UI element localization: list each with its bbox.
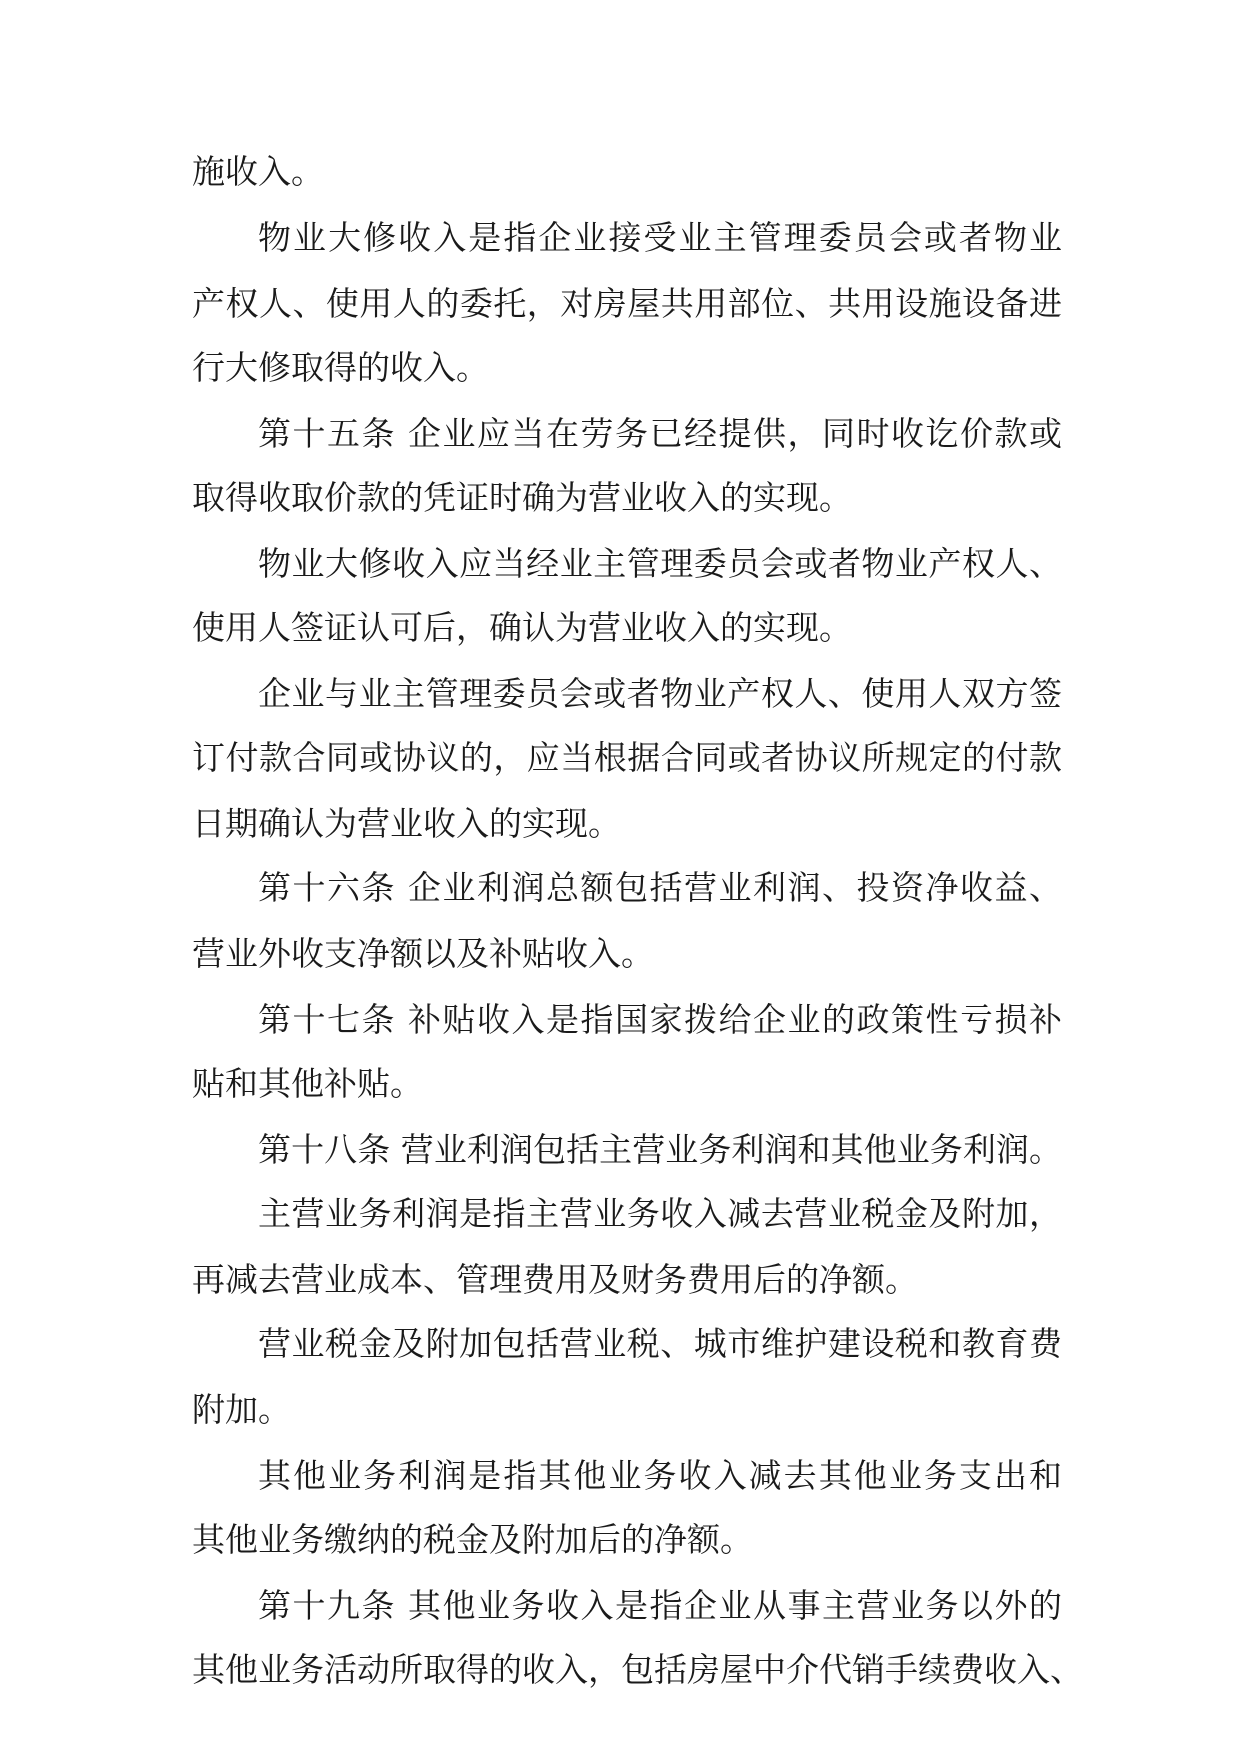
article-line: 第十八条 营业利润包括主营业务利润和其他业务利润。	[258, 1130, 1062, 1169]
paragraph-line: 其他业务缴纳的税金及附加后的净额。	[192, 1520, 753, 1559]
article-line: 第十七条 补贴收入是指国家拨给企业的政策性亏损补	[258, 1000, 1062, 1039]
paragraph-line: 再减去营业成本、管理费用及财务费用后的净额。	[192, 1260, 918, 1299]
paragraph-line: 其他业务活动所取得的收入，包括房屋中介代销手续费收入、	[192, 1650, 1083, 1689]
paragraph-line: 产权人、使用人的委托，对房屋共用部位、共用设施设备进	[192, 284, 1062, 323]
paragraph-line: 使用人签证认可后，确认为营业收入的实现。	[192, 608, 852, 647]
paragraph-line: 日期确认为营业收入的实现。	[192, 804, 621, 843]
paragraph-line: 主营业务利润是指主营业务收入减去营业税金及附加，	[258, 1194, 1062, 1233]
paragraph-line: 订付款合同或协议的，应当根据合同或者协议所规定的付款	[192, 738, 1062, 777]
article-line: 第十六条 企业利润总额包括营业利润、投资净收益、	[258, 868, 1062, 907]
paragraph-line: 其他业务利润是指其他业务收入减去其他业务支出和	[258, 1456, 1062, 1495]
paragraph-line: 营业外收支净额以及补贴收入。	[192, 934, 654, 973]
paragraph-line: 企业与业主管理委员会或者物业产权人、使用人双方签	[258, 674, 1062, 713]
article-line: 第十九条 其他业务收入是指企业从事主营业务以外的	[258, 1586, 1062, 1625]
paragraph-line: 贴和其他补贴。	[192, 1064, 423, 1103]
paragraph-line: 物业大修收入是指企业接受业主管理委员会或者物业	[258, 218, 1062, 257]
article-line: 第十五条 企业应当在劳务已经提供，同时收讫价款或	[258, 414, 1062, 453]
paragraph-line: 营业税金及附加包括营业税、城市维护建设税和教育费	[258, 1324, 1062, 1363]
paragraph-line: 行大修取得的收入。	[192, 348, 489, 387]
paragraph-line: 取得收取价款的凭证时确为营业收入的实现。	[192, 478, 852, 517]
paragraph-line: 附加。	[192, 1390, 291, 1429]
paragraph-line: 施收入。	[192, 152, 324, 191]
paragraph-line: 物业大修收入应当经业主管理委员会或者物业产权人、	[258, 544, 1062, 583]
